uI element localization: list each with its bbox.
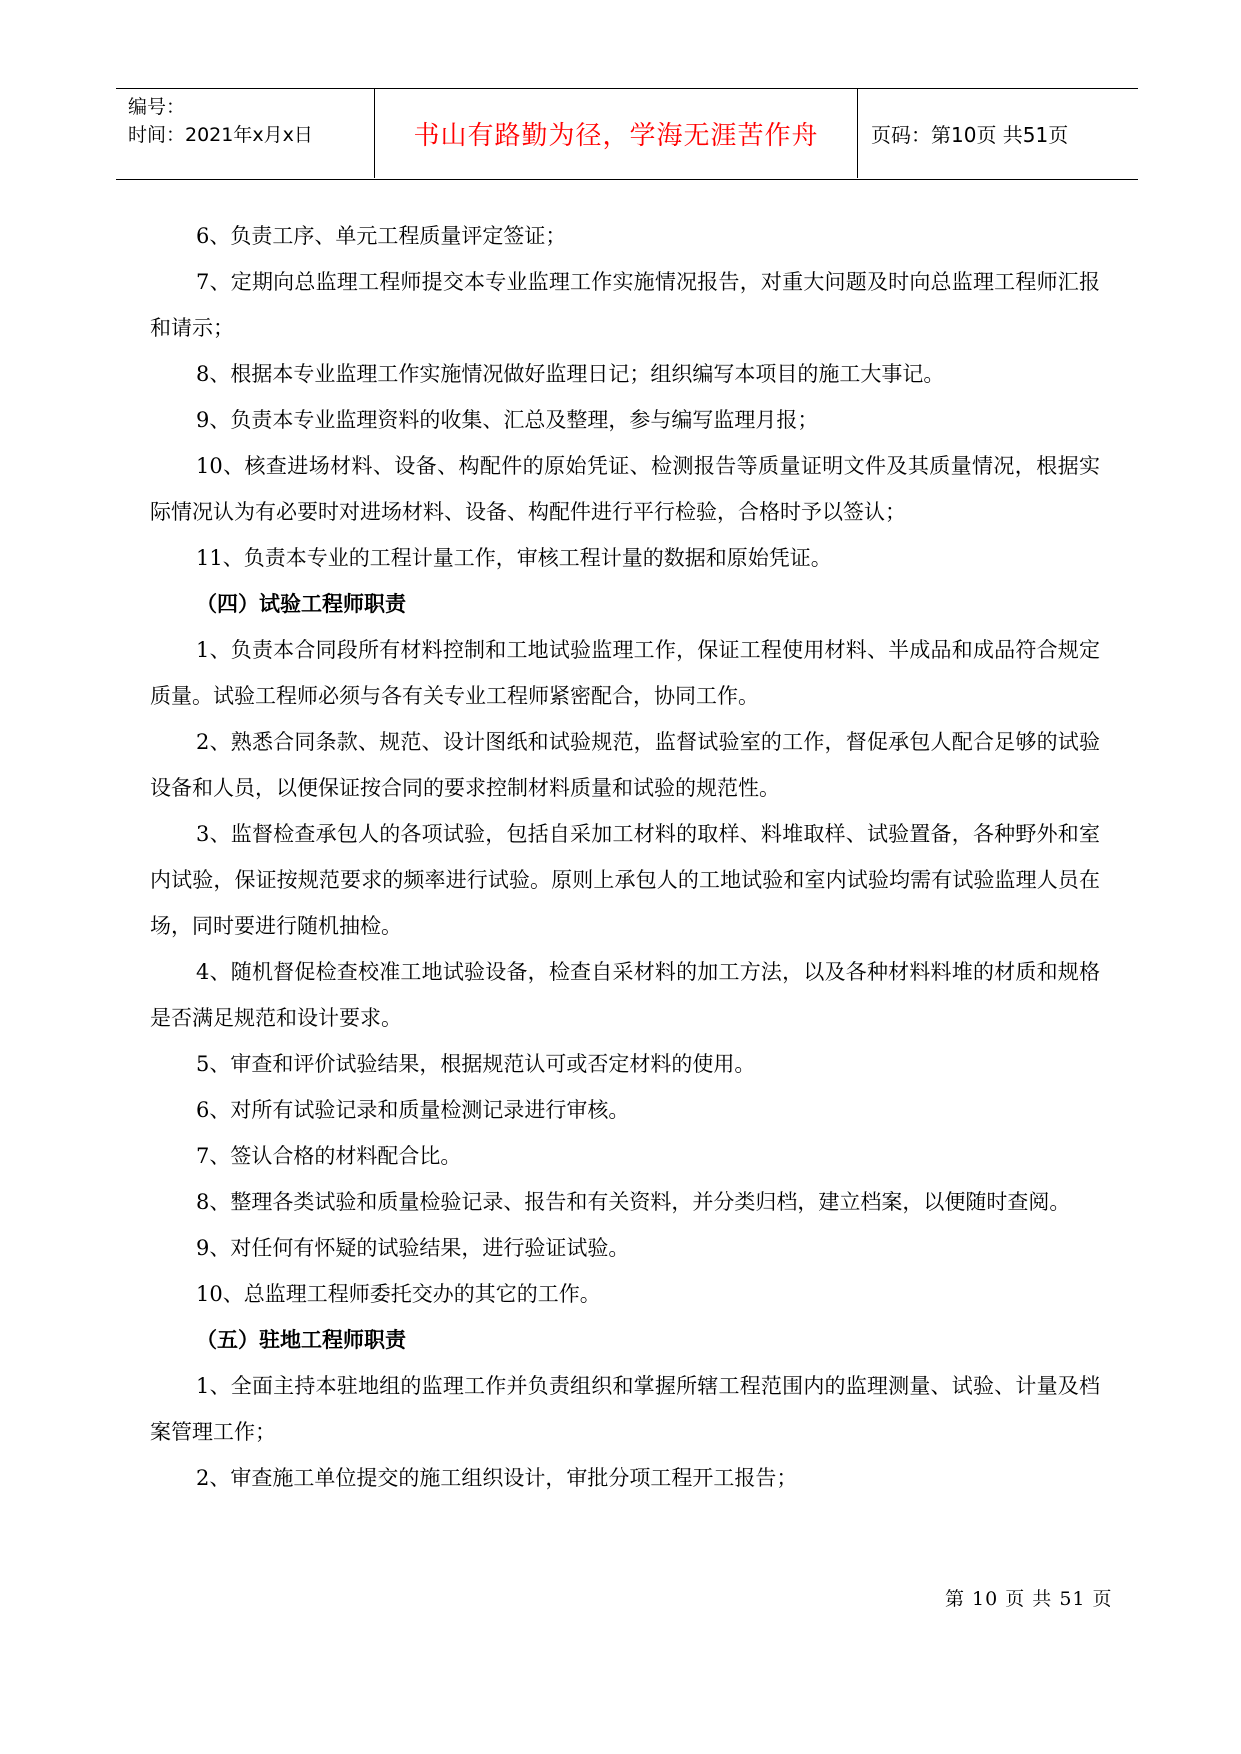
document-body: [150, 213, 1100, 1501]
paragraph: 6、负责工序、单元工程质量评定签证；: [196, 224, 567, 248]
paragraph: 2、审查施工单位提交的施工组织设计，审批分项工程开工报告；: [196, 1466, 798, 1490]
paragraph: 8、根据本专业监理工作实施情况做好监理日记；组织编写本项目的施工大事记。: [196, 362, 945, 386]
paragraph: 10、总监理工程师委托交办的其它的工作。: [196, 1282, 601, 1306]
header-meta: [128, 93, 378, 149]
header-motto: 书山有路勤为径，学海无涯苦作舟: [374, 89, 858, 178]
paragraph: 7、签认合格的材料配合比。: [196, 1144, 462, 1168]
paragraph: 8、整理各类试验和质量检验记录、报告和有关资料，并分类归档，建立档案，以便随时查阅。: [196, 1190, 1071, 1214]
paragraph: 6、对所有试验记录和质量检测记录进行审核。: [196, 1098, 630, 1122]
paragraph: 11、负责本专业的工程计量工作，审核工程计量的数据和原始凭证。: [196, 546, 832, 570]
paragraph: 7、定期向总监理工程师提交本专业监理工作实施情况报告，对重大问题及时向总监理工程师汇报和请示；: [150, 270, 1100, 340]
paragraph: 3、监督检查承包人的各项试验，包括自采加工材料的取样、料堆取样、试验置备，各种野外和室内试验，保证按规范要求的频率进行试验。原则上承包人的工地试验和室内试验均需有试验监理人员在场，同时要进行随机抽检。: [150, 822, 1100, 938]
section-heading: （四）试验工程师职责: [196, 592, 406, 616]
document-number-label: 编号：: [128, 96, 186, 118]
header-page-info: 页码：第10页 共51页: [871, 123, 1069, 147]
paragraph: 5、审查和评价试验结果，根据规范认可或否定材料的使用。: [196, 1052, 756, 1076]
paragraph: 1、全面主持本驻地组的监理工作并负责组织和掌握所辖工程范围内的监理测量、试验、计量及档案管理工作；: [150, 1374, 1100, 1444]
paragraph: 1、负责本合同段所有材料控制和工地试验监理工作，保证工程使用材料、半成品和成品符合规定质量。试验工程师必须与各有关专业工程师紧密配合，协同工作。: [150, 638, 1100, 708]
paragraph: 9、负责本专业监理资料的收集、汇总及整理，参与编写监理月报；: [196, 408, 819, 432]
paragraph: 4、随机督促检查校准工地试验设备，检查自采材料的加工方法，以及各种材料料堆的材质和规格是否满足规范和设计要求。: [150, 960, 1100, 1030]
section-heading: （五）驻地工程师职责: [196, 1328, 406, 1352]
document-time-label: 时间：2021年x月x日: [128, 124, 313, 146]
paragraph: 10、核查进场材料、设备、构配件的原始凭证、检测报告等质量证明文件及其质量情况，根据实际情况认为有必要时对进场材料、设备、构配件进行平行检验，合格时予以签认；: [150, 454, 1100, 524]
page-header: [116, 88, 1138, 180]
page-footer-number: 第 10 页 共 51 页: [945, 1588, 1113, 1610]
paragraph: 9、对任何有怀疑的试验结果，进行验证试验。: [196, 1236, 630, 1260]
paragraph: 2、熟悉合同条款、规范、设计图纸和试验规范，监督试验室的工作，督促承包人配合足够的试验设备和人员，以便保证按合同的要求控制材料质量和试验的规范性。: [150, 730, 1100, 800]
